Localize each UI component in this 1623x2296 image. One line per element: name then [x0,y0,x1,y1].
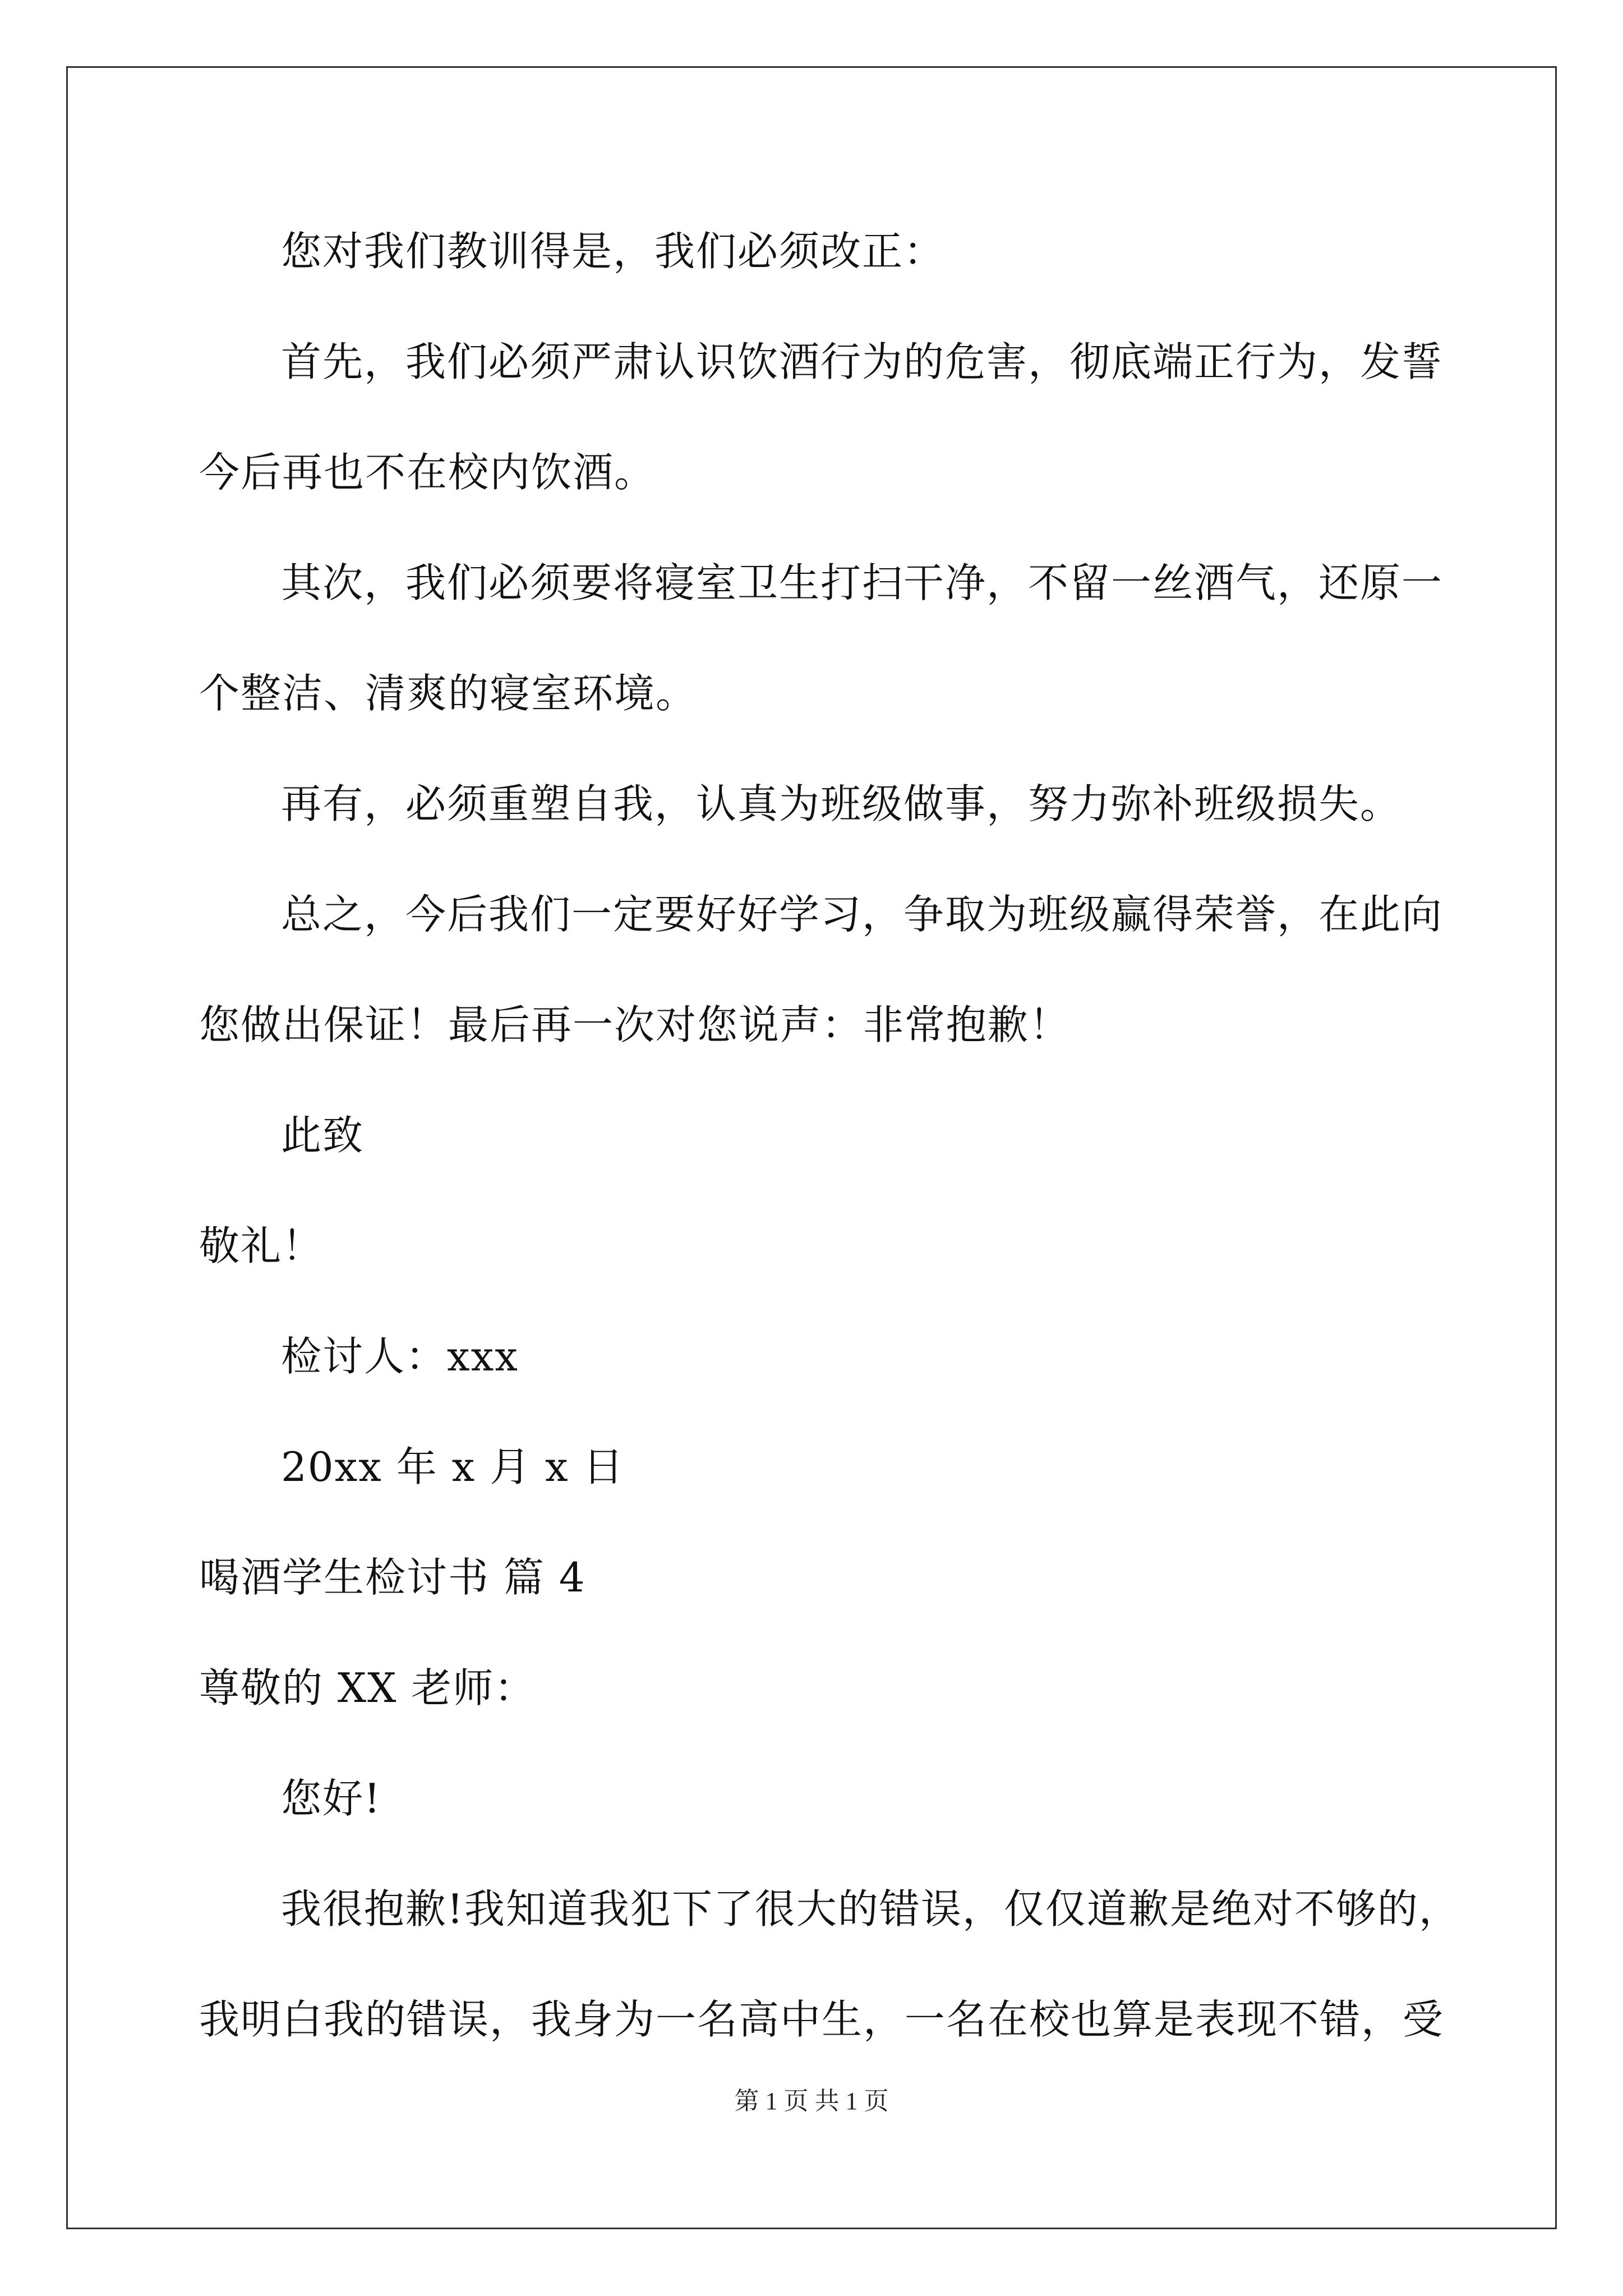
paragraph-line: 总之，今后我们一定要好好学习，争取为班级赢得荣誉，在此向 [281,891,1444,938]
section-heading: 喝酒学生检讨书 篇 4 [199,1554,586,1601]
salutation: 尊敬的 XX 老师： [199,1664,536,1711]
paragraph-line: 个整洁、清爽的寝室环境。 [199,670,698,717]
page-footer: 第 1 页 共 1 页 [734,2087,889,2115]
closing-line: 此致 [281,1112,365,1159]
paragraph-line: 我明白我的错误，我身为一名高中生，一名在校也算是表现不错，受 [199,1996,1445,2043]
paragraph-line: 我很抱歉!我知道我犯下了很大的错误，仅仅道歉是绝对不够的， [281,1885,1460,1932]
signature-line: 检讨人：xxx [281,1333,519,1380]
paragraph-line: 首先，我们必须严肃认识饮酒行为的危害，彻底端正行为，发誓 [281,338,1444,385]
greeting: 您好! [281,1775,381,1822]
paragraph-line: 您做出保证！最后再一次对您说声：非常抱歉！ [199,1001,1071,1048]
paragraph-line: 其次，我们必须要将寝室卫生打扫干净，不留一丝酒气，还原一 [281,559,1444,606]
date-line: 20xx 年 x 月 x 日 [281,1443,625,1490]
paragraph-line: 今后再也不在校内饮酒。 [199,449,656,496]
paragraph-line: 您对我们教训得是，我们必须改正： [281,228,946,275]
paragraph-line: 再有，必须重塑自我，认真为班级做事，努力弥补班级损失。 [281,780,1402,827]
closing-salutation: 敬礼！ [199,1222,324,1269]
document-body [199,223,1460,2102]
